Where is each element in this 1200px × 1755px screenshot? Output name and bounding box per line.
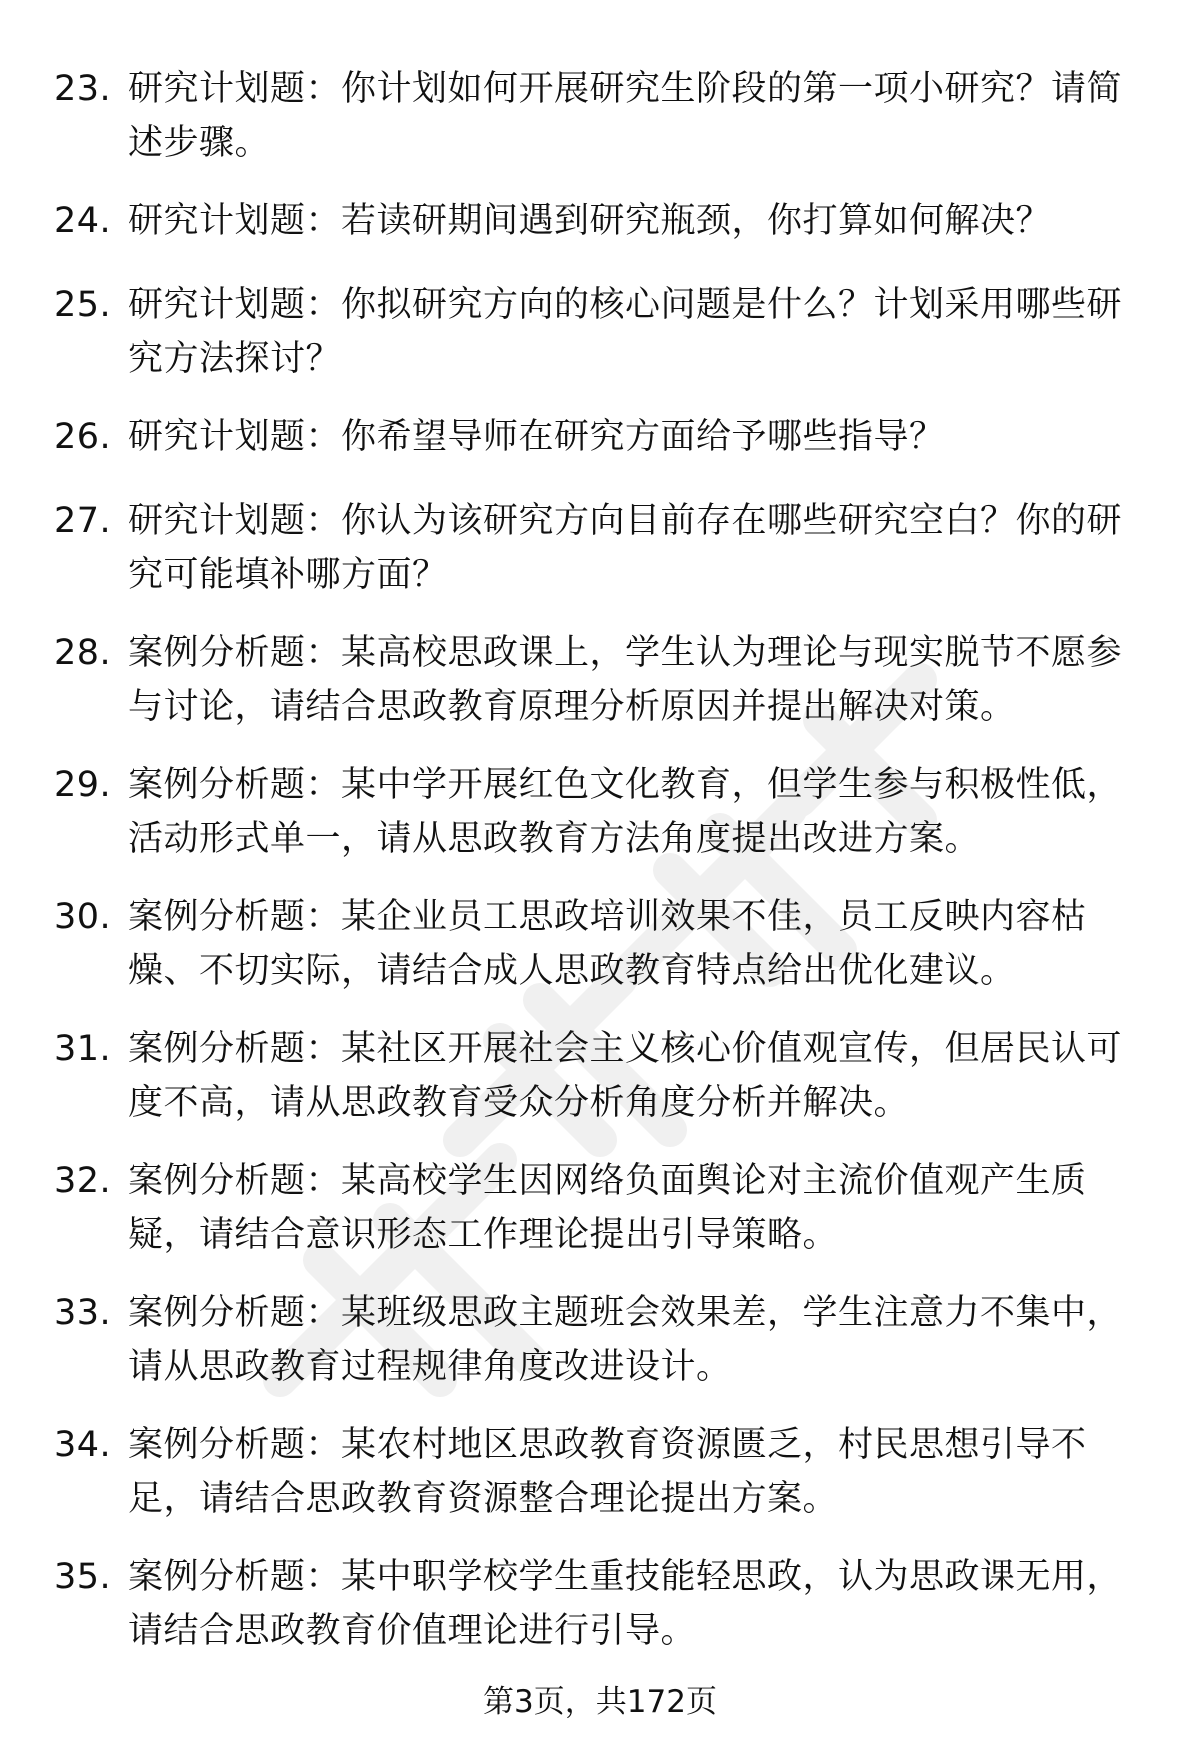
question-number: 35. — [54, 1557, 112, 1597]
question-number: 33. — [54, 1293, 112, 1333]
list-item — [0, 278, 1200, 410]
question-text — [128, 1550, 1138, 1658]
question-line: 案例分析题：某中职学校学生重技能轻思政，认为思政课无用， — [128, 1557, 1123, 1597]
list-item — [0, 1022, 1200, 1154]
question-line: 究可能填补哪方面？ — [128, 555, 448, 595]
list-item — [0, 626, 1200, 758]
list-item — [0, 62, 1200, 194]
question-number: 29. — [54, 765, 112, 805]
question-line: 度不高，请从思政教育受众分析角度分析并解决。 — [128, 1083, 910, 1123]
question-line: 活动形式单一，请从思政教育方法角度提出改进方案。 — [128, 819, 981, 859]
question-line: 案例分析题：某社区开展社会主义核心价值观宣传，但居民认可 — [128, 1029, 1123, 1069]
question-line: 燥、不切实际，请结合成人思政教育特点给出优化建议。 — [128, 951, 1016, 991]
list-item — [0, 758, 1200, 890]
question-text — [128, 1418, 1138, 1526]
question-line: 请结合思政教育价值理论进行引导。 — [128, 1611, 697, 1651]
page-number-label: 第3页，共172页 — [483, 1684, 717, 1720]
question-line: 与讨论，请结合思政教育原理分析原因并提出解决对策。 — [128, 687, 1016, 727]
question-number: 32. — [54, 1161, 112, 1201]
question-line: 案例分析题：某高校学生因网络负面舆论对主流价值观产生质 — [128, 1161, 1087, 1201]
question-line: 足，请结合思政教育资源整合理论提出方案。 — [128, 1479, 839, 1519]
list-item — [0, 494, 1200, 626]
question-text — [128, 278, 1138, 386]
list-item — [0, 1286, 1200, 1418]
question-text — [128, 890, 1138, 998]
question-text — [128, 626, 1138, 734]
question-line: 案例分析题：某班级思政主题班会效果差，学生注意力不集中， — [128, 1293, 1123, 1333]
list-item — [0, 1550, 1200, 1682]
question-number: 25. — [54, 285, 112, 325]
list-item — [0, 890, 1200, 1022]
question-text — [128, 758, 1138, 866]
question-line: 案例分析题：某企业员工思政培训效果不佳，员工反映内容枯 — [128, 897, 1087, 937]
question-line: 研究计划题：你拟研究方向的核心问题是什么？计划采用哪些研 — [128, 285, 1123, 325]
question-text — [128, 1286, 1138, 1394]
question-line: 述步骤。 — [128, 123, 271, 163]
question-number: 24. — [54, 201, 112, 241]
page-footer — [0, 1682, 1200, 1722]
question-number: 27. — [54, 501, 112, 541]
question-number: 30. — [54, 897, 112, 937]
question-text — [128, 62, 1138, 170]
question-line: 研究计划题：若读研期间遇到研究瓶颈，你打算如何解决？ — [128, 201, 1052, 241]
question-number: 26. — [54, 417, 112, 457]
question-text — [128, 1022, 1138, 1130]
question-number: 28. — [54, 633, 112, 673]
question-line: 研究计划题：你计划如何开展研究生阶段的第一项小研究？请简 — [128, 69, 1123, 109]
question-text — [128, 1154, 1138, 1262]
question-line: 案例分析题：某中学开展红色文化教育，但学生参与积极性低， — [128, 765, 1123, 805]
question-text — [128, 410, 1138, 464]
question-text — [128, 194, 1138, 248]
question-number: 34. — [54, 1425, 112, 1465]
list-item — [0, 1418, 1200, 1550]
question-line: 请从思政教育过程规律角度改进设计。 — [128, 1347, 732, 1387]
question-line: 案例分析题：某高校思政课上，学生认为理论与现实脱节不愿参 — [128, 633, 1123, 673]
question-list — [0, 62, 1200, 1682]
question-line: 研究计划题：你认为该研究方向目前存在哪些研究空白？你的研 — [128, 501, 1123, 541]
list-item — [0, 1154, 1200, 1286]
list-item — [0, 410, 1200, 494]
question-line: 研究计划题：你希望导师在研究方面给予哪些指导？ — [128, 417, 945, 457]
list-item — [0, 194, 1200, 278]
question-line: 究方法探讨？ — [128, 339, 342, 379]
question-text — [128, 494, 1138, 602]
question-number: 23. — [54, 69, 112, 109]
question-line: 案例分析题：某农村地区思政教育资源匮乏，村民思想引导不 — [128, 1425, 1087, 1465]
question-line: 疑，请结合意识形态工作理论提出引导策略。 — [128, 1215, 839, 1255]
question-number: 31. — [54, 1029, 112, 1069]
